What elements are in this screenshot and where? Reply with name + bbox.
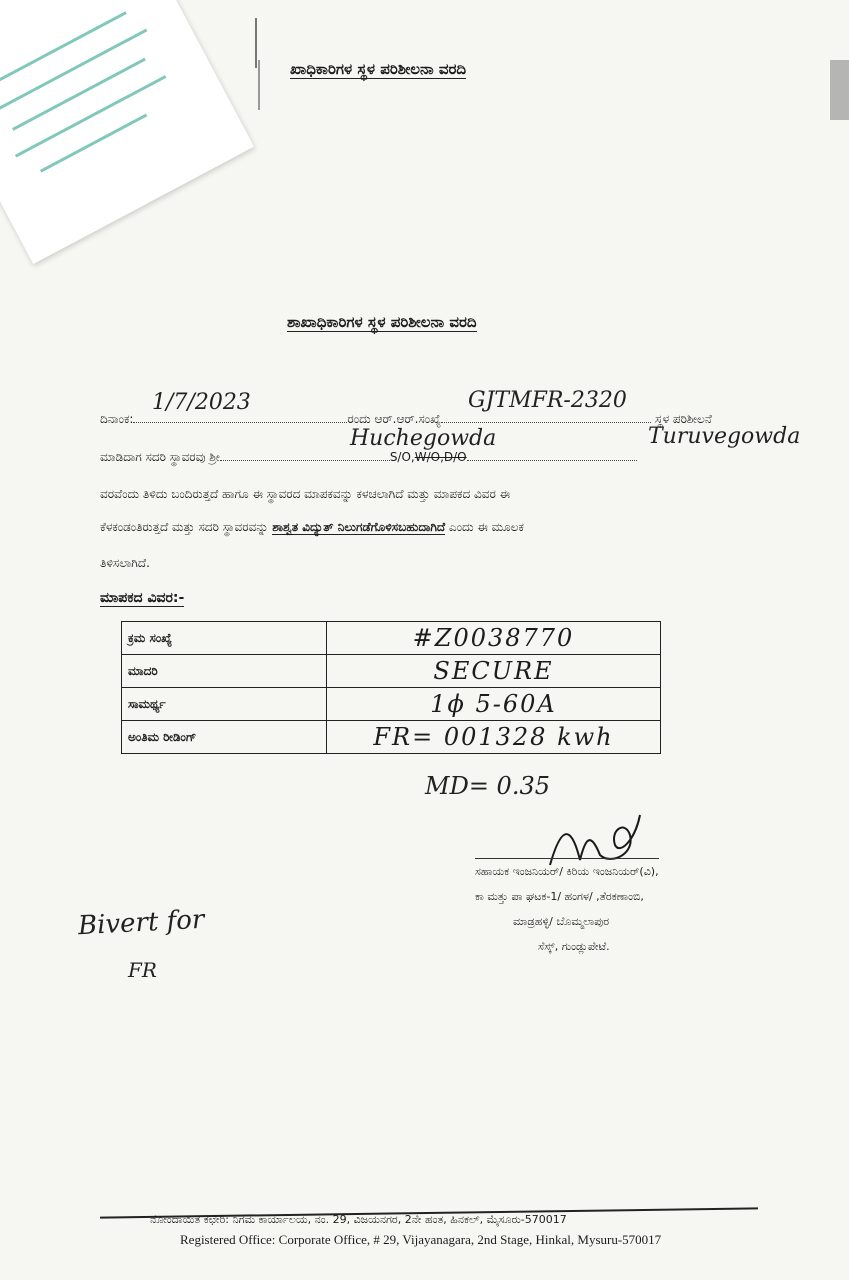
para-line-3: ವರವೆಂದು ತಿಳಿದು ಬಂದಿರುತ್ತದೆ ಹಾಗೂ ಈ ಸ್ಥಾವರದ ಮಾಪಕವನ್ನು ಕಳಚಲಾಗಿದೆ ಮತ್ತು ಮಾಪಕದ ವಿವರ ಈ: [100, 487, 511, 501]
footer-english-address: Registered Office: Corporate Office, # 29, Vijayanagara, 2nd Stage, Hinkal, Mysuru-570017: [180, 1232, 662, 1247]
wo-do-text: W/O,D/O: [414, 450, 467, 464]
row-label: ಅಂತಿಮ ರೀಡಿಂಗ್: [122, 721, 327, 754]
designation-line-2: ಕಾ ಮತ್ತು ಪಾ ಘಟಕ-1/ ಹಂಗಳ/ ,ತೆರಕಣಾಂಬಿ,: [475, 890, 644, 903]
inspection-text: ಸ್ಥಳ ಪರಿಶೀಲನೆ: [654, 412, 712, 426]
footer-kannada-address: ನೋಂದಾಯಿತ ಕಛೇರಿ: ನಿಗಮ ಕಾರ್ಯಾಲಯ, ನಂ. 29, ವಿಜಯನಗರ, 2ನೇ ಹಂತ, ಹಿನಕಲ್, ಮೈಸೂರು-570017: [150, 1213, 567, 1226]
row-label: ಮಾದರಿ: [122, 655, 327, 688]
para-line-5: ತಿಳಿಸಲಾಗಿದೆ.: [100, 556, 150, 570]
date-label: ದಿನಾಂಕ:: [100, 412, 134, 426]
disconnection-statement: ಶಾಶ್ವತ ವಿದ್ಯುತ್ ನಿಲುಗಡೆಗೊಳಿಸಬಹುದಾಗಿದೆ: [272, 520, 446, 534]
signatory-designation: [475, 858, 659, 959]
fold-mark: [255, 18, 257, 68]
table-row: [122, 721, 661, 754]
rr-number-value: GJTMFR-2320: [468, 388, 627, 413]
line2-text: ಮಾಡಿದಾಗ ಸದರಿ ಸ್ಥಾವರವು ಶ್ರೀ: [100, 450, 220, 464]
top-title: ಖಾಧಿಕಾರಿಗಳ ಸ್ಥಳ ಪರಿಶೀಲನಾ ವರದಿ: [290, 60, 467, 78]
designation-line-4: ಸೆಸ್ಕ್, ಗುಂಡ್ಲುಪೇಟೆ.: [538, 940, 610, 953]
meter-capacity-value: 1ϕ 5-60A: [327, 688, 661, 721]
meter-serial-value: #Z0038770: [327, 622, 661, 655]
table-row: [122, 622, 661, 655]
row-label: ಕ್ರಮ ಸಂಖ್ಯೆ: [122, 622, 327, 655]
owner-name: Huchegowda: [350, 426, 497, 451]
designation-line-1: ಸಹಾಯಕ ಇಂಜನಿಯರ್/ ಕಿರಿಯ ಇಂಜನಿಯರ್(ವಿ),: [475, 858, 659, 884]
rr-label: ರಂದು ಆರ್.ಆರ್.ಸಂಖ್ಯೆ: [347, 412, 441, 426]
meter-details-table: [121, 621, 661, 754]
row-label: ಸಾಮರ್ಥ್ಯ: [122, 688, 327, 721]
fold-mark: [258, 60, 260, 110]
meter-section-title: ಮಾಪಕದ ವಿವರ:-: [100, 590, 185, 606]
attached-receipt-fragment: [0, 0, 254, 264]
md-reading: MD= 0.35: [425, 772, 550, 800]
designation-line-3: ಮಾಡ್ರಹಳ್ಳಿ/ ಬೊಮ್ಮಲಾಪುರ: [513, 915, 610, 928]
final-reading-value: FR= 001328 kwh: [327, 721, 661, 754]
date-value: 1/7/2023: [152, 390, 251, 415]
table-row: [122, 655, 661, 688]
report-title: ಶಾಖಾಧಿಕಾರಿಗಳ ಸ್ಥಳ ಪರಿಶೀಲನಾ ವರದಿ: [287, 313, 477, 331]
table-row: [122, 688, 661, 721]
handwritten-note-fr: FR: [128, 958, 157, 982]
so-text: S/O,: [389, 450, 415, 464]
father-name: Turuvegowda: [648, 424, 801, 449]
para-line-4: ಕೆಳಕಂಡಂತಿರುತ್ತದೆ ಮತ್ತು ಸದರಿ ಸ್ಥಾವರವನ್ನು ಶಾಶ್ವತ ವಿದ್ಯುತ್ ನಿಲುಗಡೆಗೊಳಿಸಬಹುದಾಗಿದೆ ಎಂದು ಈ ಮೂಲಕ: [100, 520, 524, 534]
page-edge-shadow: [830, 60, 849, 120]
meter-model-value: SECURE: [327, 655, 661, 688]
handwritten-note: Bivert for: [77, 904, 206, 942]
